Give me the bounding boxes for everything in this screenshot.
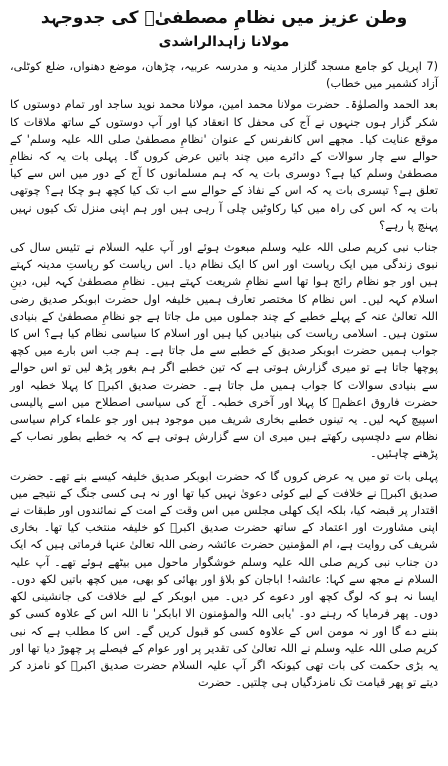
article-title: وطن عزیز میں نظامِ مصطفیٰؐ کی جدوجہد — [40, 8, 408, 28]
article-paragraph-2: جناب نبی کریم صلی اللہ علیہ وسلم مبعوث ہوئے اور آپ علیہ السلام نے تئیس سال کی نبوی زندگی میں ایک ریاست اور اس کا ایک نظام دیا۔ اس ریاست کو ریاستِ مدینہ کہتے ہیں اور جو نظام رائج ہوا تھا اسے نظامِ شریعت کہتے ہیں۔ نظامِ مصطفیٰ کہہ لیں، دینِ اسلام کہہ لیں۔ اس نظام کا مختصر تعارف ہمیں خلیفہ اول حضرت ابوبکر صدیق رضی اللہ تعالیٰ عنہ کے پہلے خطبے کے چند جملوں میں مل جاتا ہے جو نظامِ مصطفیٰ کے بنیادی ستون ہیں۔ اسلامی ریاست کی بنیادیں کیا ہیں اور اسلام کا سیاسی نظام کیا ہے؟ اس کا جواب ہمیں حضرت ابوبکر صدیق کے خطبے سے مل جاتا ہے۔ ہم جب اس بارے میں کچھ پوچھا جاتا ہے تو میری گزارش ہوتی ہے کہ تین خطبے اگر ہم بغور پڑھ لیں تو اس حوالے سے بنیادی سوالات کا جواب ہمیں مل جاتا ہے۔ حضرت صدیق اکبرؓ کا پہلا خطبہ اور حضرت فاروق اعظمؓ کا پہلا اور آخری خطبہ۔ آج کی سیاسی اصطلاح میں اسے پالیسی اسپیچ کہہ لیں۔ یہ تینوں خطبے بخاری شریف میں موجود ہیں اور جو علماء کرام سیاسی نظام سے دلچسپی رکھتے ہیں میری ان سے گزارش ہوتی ہے کہ یہ خطبے بطور نصاب کے پڑھنے چاہئیں۔ — [10, 241, 438, 461]
article-paragraph-3: پہلی بات تو میں یہ عرض کروں گا کہ حضرت ابوبکر صدیق خلیفہ کیسے بنے تھے۔ حضرت صدیق اکبرؓ نے خلافت کے لیے کوئی دعویٰ نہیں کیا تھا اور نہ ہی کسی جنگ کے نتیجے میں اقتدار پر قبضہ کیا، بلکہ ایک کھلی مجلس میں اس وقت کے امت کے نمائندوں اور طبقات نے اپنی مشاورت اور اعتماد کے ساتھ حضرت صدیق اکبرؓ کو خلیفہ منتخب کیا تھا۔ بخاری شریف کی روایت ہے، ام المؤمنین حضرت عائشہ رضی اللہ تعالیٰ عنہا فرماتی ہیں کہ ایک دن جناب نبی کریم صلی اللہ علیہ وسلم خوشگوار ماحول میں بیٹھے ہوئے تھے۔ آپ علیہ السلام نے مجھ سے کہا: عائشہ! اباجان کو بلاؤ اور بھائی کو بھی، میں کچھ باتیں لکھ دوں۔ ایسا نہ ہو کہ لوگ کچھ اور دعوے کر دیں۔ میں ابوبکر کے لیے خلافت کی جانشینی لکھ دوں۔ پھر فرمایا کہ رہنے دو۔ 'یابی اللہ والمؤمنون الا ابابکر' نا اللہ اس کے علاوہ کسی کو بننے دے گا اور نہ مومن اس کے علاوہ کسی کو قبول کریں گے۔ اس کا مطلب ہے کہ نبی کریم صلی اللہ علیہ وسلم نے اللہ تعالیٰ کی تقدیر پر اور عوام کے فیصلے پر چھوڑ دیا تھا اور یہ بڑی حکمت کی بات تھی کیونکہ اگر آپ علیہ السلام حضرت صدیق اکبرؓ کو نامزد کر دیتے تو پھر قیامت تک نامزدگیاں ہی چلتیں۔ حضرت — [10, 469, 438, 690]
article-paragraph-1: بعد الحمد والصلوٰۃ۔ حضرت مولانا محمد امین، مولانا محمد نوید ساجد اور تمام دوستوں کا شکر گزار ہوں جنہوں نے آج کی محفل کا انعقاد کیا اور آپ دوستوں کے ساتھ ملاقات کا موقع عنایت کیا۔ مجھے اس کانفرنس کے عنوان 'نظامِ مصطفیٰ صلی اللہ علیہ وسلم' کے حوالے سے چار سوالات کے دائرے میں چند باتیں عرض کروں گا۔ پہلی بات یہ کہ نظامِ مصطفیٰ وسلم کیا ہے؟ دوسری بات یہ کہ ہم مسلمانوں کا آج کے دور میں اس سے کیا تعلق ہے؟ تیسری بات یہ کہ اس کے نفاذ کے حوالے سے اب تک کیا کچھ ہو چکا ہے؟ چوتھی بات یہ کہ اس کی راہ میں کیا رکاوٹیں چلی آ رہی ہیں اور ہم اپنی منزل تک کیوں نہیں پہنچ پا رہے؟ — [10, 98, 438, 232]
article-intro: (7 اپریل کو جامع مسجد گلزار مدینہ و مدرسہ عربیہ، چڑھان، موضع دھنواں، ضلع کوٹلی، آزاد کشمیر میں خطاب) — [10, 60, 438, 91]
article-author: مولانا زاہدالراشدی — [158, 34, 290, 50]
